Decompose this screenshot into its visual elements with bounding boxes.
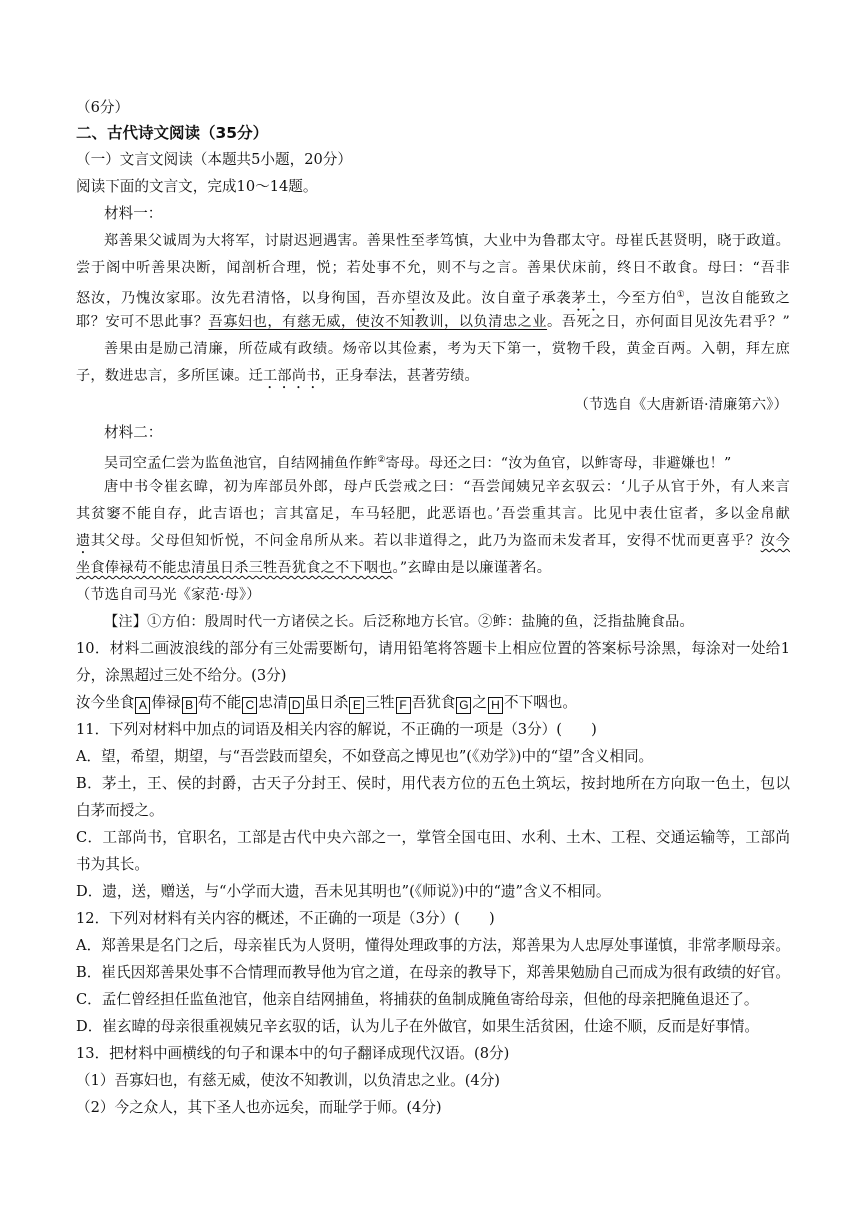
q13-sentence-1: （1）吾寡妇也，有慈无威，使汝不知教训，以负清忠之业。(4分)	[76, 1072, 500, 1089]
m1-line-2: 尝于阁中听善果决断，闻剖析合理，悦；若处事不允，则不与之言。善果伏床前，终日不敢食。母曰：“吾非	[76, 260, 790, 276]
annotation-note: 【注】①方伯：殷周时代一方诸侯之长。后泛称地方长官。②鲊：盐腌的鱼，泛指盐腌食品。	[104, 614, 694, 630]
m2-l5-b: 。”玄暐由是以廉谨著名。	[392, 560, 552, 576]
score-note: （6分）	[76, 99, 130, 116]
subsection-title: （一）文言文阅读（本题共5小题，20分）	[76, 151, 352, 168]
m2-line-4	[76, 531, 790, 557]
m2-line-5	[76, 558, 551, 578]
answer-box-g[interactable]: G	[456, 697, 471, 714]
reading-instruction: 阅读下面的文言文，完成10～14题。	[76, 178, 318, 195]
underlined-sentence-1: 吾寡妇也，有慈无威，使汝不知教训，以负清忠之业	[208, 314, 548, 330]
answer-box-d[interactable]: D	[289, 697, 304, 714]
m1-line-4	[76, 312, 790, 332]
section-title: 二、古代诗文阅读（35分）	[76, 124, 269, 142]
m1-line-5: 善果由是励己清廉，所莅咸有政绩。炀帝以其俭素，考为天下第一，赏物千段，黄金百两。入朝，拜左庶	[104, 341, 790, 357]
segment-text: 忠清	[258, 694, 288, 711]
q12-stem: 12．下列对材料有关内容的概述，不正确的一项是（3分）( )	[76, 910, 495, 927]
answer-box-h[interactable]: H	[488, 697, 503, 714]
m1-l3-e: ，今至方伯	[601, 290, 677, 307]
q12-option-b[interactable]: B．崔氏因郑善果处事不合情理而教导他为官之道，在母亲的教导下，郑善果勉励自己而成为很有政绩的好官。	[76, 964, 790, 981]
m2-l4-b: 其父母。父母但知忻悦，不问金帛所从来。若以非道得之，此乃为盗而未发者耳，安得不忧而更喜乎？	[90, 533, 761, 549]
dotted-word-gongbushangshu: 工部尚书	[263, 368, 321, 384]
segment-text: 之	[472, 694, 487, 711]
m1-line-3	[76, 285, 790, 315]
m1-source: （节选自《大唐新语·清廉第六》）	[574, 397, 788, 413]
segment-text: 吾犹食	[411, 694, 456, 711]
note-marker-2: ②	[377, 455, 386, 465]
q11-stem: 11．下列对材料中加点的词语及相关内容的解说，不正确的一项是（3分）( )	[76, 721, 597, 738]
dotted-word-maotu: 茅土	[571, 290, 602, 307]
q11-option-b[interactable]: B．茅土，王、侯的封爵，古天子分封王、侯时，用代表方位的五色土筑坛，按封地所在方向取一色土，包以	[76, 775, 790, 792]
wavy-text-start: 汝今	[760, 533, 790, 549]
q10-segment-line	[76, 693, 577, 714]
m2-source: （节选自司马光《家范·母》）	[76, 587, 261, 603]
dotted-word-wang: 望	[406, 290, 422, 307]
answer-box-b[interactable]: B	[182, 697, 197, 714]
segment-text: 虽日杀	[304, 694, 349, 711]
m1-line-6	[76, 366, 479, 392]
q13-sentence-2: （2）今之众人，其下圣人也亦远矣，而耻学于师。(4分)	[76, 1099, 442, 1116]
segment-text: 俸禄	[151, 694, 181, 711]
m2-l1-b: 寄母。母还之曰：“汝为鱼官，以鲊寄母，非避嫌也！”	[385, 455, 732, 472]
q11-option-b-cont: 白茅而授之。	[76, 802, 164, 819]
note-marker-1: ①	[676, 290, 686, 300]
dotted-word-yi: 遗	[76, 533, 91, 549]
q12-option-d[interactable]: D．崔玄暐的母亲很重视姨兄辛玄驭的话，认为儿子在外做官，如果生活贫困，仕途不顺，反而是好事情。	[76, 1018, 760, 1035]
answer-box-c[interactable]: C	[242, 697, 257, 714]
m2-line-2: 唐中书令崔玄暐，初为库部员外郎，母卢氏尝戒之曰：“吾尝闻姨兄辛玄驭云：‘儿子从官于外，有人来言	[104, 479, 790, 495]
q10-stem-line-1: 10．材料二画波浪线的部分有三处需要断句，请用铅笔将答题卡上相应位置的答案标号涂黑，每涂对一处给1	[76, 640, 790, 657]
material-one-label: 材料一：	[104, 205, 163, 222]
segment-text: 苟不能	[197, 694, 242, 711]
material-two-label: 材料二：	[104, 424, 163, 441]
q12-option-a[interactable]: A．郑善果是名门之后，母亲崔氏为人贤明，懂得处理政事的方法，郑善果为人忠厚处事谨慎，非常孝顺母亲。	[76, 937, 790, 954]
m1-line-1: 郑善果父诚周为大将军，讨尉迟迥遇害。善果性至孝笃慎，大业中为鲁郡太守。母崔氏甚贤明，晓于政道。	[104, 233, 790, 249]
q10-stem-line-2: 分，涂黑超过三处不给分。(3分)	[76, 667, 287, 684]
segment-text: 汝今坐食	[76, 694, 135, 711]
wavy-text: 坐食俸禄苟不能忠清虽日杀三牲吾犹食之不下咽也	[76, 560, 393, 576]
answer-box-e[interactable]: E	[349, 697, 364, 714]
q13-stem: 13．把材料中画横线的句子和课本中的句子翻译成现代汉语。(8分)	[76, 1045, 510, 1062]
m2-line-1	[104, 450, 731, 474]
segment-text: 不下咽也。	[504, 694, 577, 711]
m1-l4-c: 。吾死之日，亦何面目见汝先君乎？”	[547, 314, 790, 330]
answer-box-f[interactable]: F	[396, 697, 411, 714]
m1-l4-a: 耶？安可不思此事？	[76, 314, 209, 330]
q11-option-a[interactable]: A．望，希望，期望，与“吾尝跂而望矣，不如登高之博见也”(《劝学》)中的“望”含义相同。	[76, 748, 654, 765]
m1-l6-c: ，正身奉法，甚著劳绩。	[320, 368, 479, 384]
m1-l3-f: ，岂汝自能致之	[685, 290, 790, 307]
m1-l3-c: 汝及此。汝自童子承袭	[421, 290, 572, 307]
q11-option-d[interactable]: D．遗，送，赠送，与“小学而大遗，吾未见其明也”(《师说》)中的“遗”含义不相同。	[76, 883, 611, 900]
m2-line-3: 其贫窭不能自存，此吉语也；言其富足，车马轻肥，此恶语也。’吾尝重其言。比见中表仕宦者，多以金帛献	[76, 506, 790, 522]
m2-l1-a: 吴司空孟仁尝为监鱼池官，自结网捕鱼作鲊	[104, 455, 378, 472]
m1-l3-a: 怒汝，乃愧汝家耶。汝先君清恪，以身徇国，吾亦	[76, 290, 407, 307]
segment-text: 三牲	[365, 694, 395, 711]
m1-l6-a: 子，数进忠言，多所匡谏。迁	[76, 368, 264, 384]
q11-option-c[interactable]: C．工部尚书，官职名，工部是古代中央六部之一，掌管全国屯田、水利、土木、工程、交通运输等，工部尚	[76, 829, 790, 846]
q11-option-c-cont: 书为其长。	[76, 856, 149, 873]
answer-box-a[interactable]: A	[135, 697, 150, 714]
q12-option-c[interactable]: C．孟仁曾经担任监鱼池官，他亲自结网捕鱼，将捕获的鱼制成腌鱼寄给母亲，但他的母亲把腌鱼退还了。	[76, 991, 759, 1008]
